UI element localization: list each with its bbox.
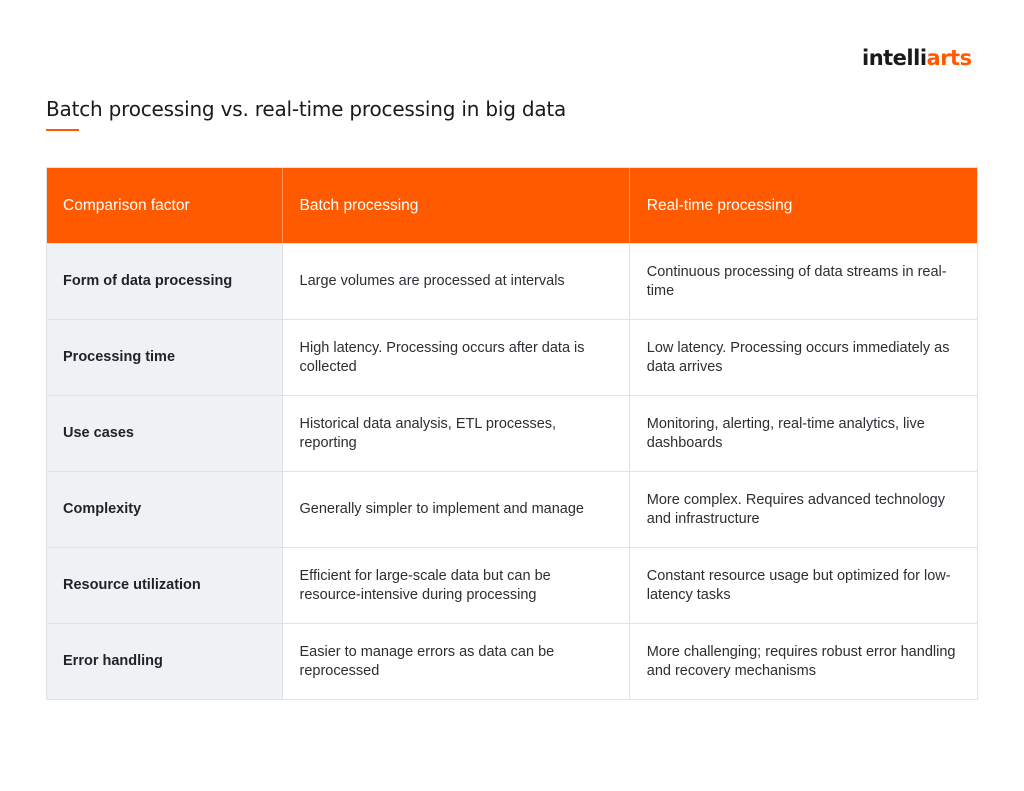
table-header-row: [47, 168, 977, 243]
factor-cell: Processing time: [47, 320, 282, 395]
realtime-cell: Monitoring, alerting, real-time analytics, live dashboards: [629, 396, 977, 471]
table-row: [47, 471, 977, 547]
table-row: [47, 547, 977, 623]
batch-cell: High latency. Processing occurs after data is collected: [282, 320, 629, 395]
table-row: [47, 243, 977, 319]
factor-cell: Complexity: [47, 472, 282, 547]
header-cell-factor: Comparison factor: [63, 197, 190, 214]
realtime-cell: More complex. Requires advanced technology and infrastructure: [629, 472, 977, 547]
table-row: [47, 623, 977, 699]
logo-text-part1: intelli: [862, 46, 927, 70]
batch-cell: Easier to manage errors as data can be reprocessed: [282, 624, 629, 699]
factor-cell: Form of data processing: [47, 244, 282, 319]
header-cell-realtime: Real-time processing: [629, 168, 977, 243]
factor-cell: Resource utilization: [47, 548, 282, 623]
header-cell-batch: Batch processing: [282, 168, 629, 243]
batch-cell: Historical data analysis, ETL processes, reporting: [282, 396, 629, 471]
page-title: Batch processing vs. real-time processing in big data: [46, 97, 567, 121]
realtime-cell: Constant resource usage but optimized for low-latency tasks: [629, 548, 977, 623]
realtime-cell: More challenging; requires robust error handling and recovery mechanisms: [629, 624, 977, 699]
realtime-cell: Continuous processing of data streams in real-time: [629, 244, 977, 319]
brand-logo: [862, 44, 980, 72]
factor-cell: Error handling: [47, 624, 282, 699]
comparison-table: [46, 167, 978, 700]
factor-cell: Use cases: [47, 396, 282, 471]
title-underline: [46, 129, 79, 131]
table-row: [47, 395, 977, 471]
realtime-cell: Low latency. Processing occurs immediately as data arrives: [629, 320, 977, 395]
batch-cell: Generally simpler to implement and manage: [282, 472, 629, 547]
batch-cell: Large volumes are processed at intervals: [282, 244, 629, 319]
table-row: [47, 319, 977, 395]
logo-text-part2: arts: [926, 46, 972, 70]
batch-cell: Efficient for large-scale data but can be resource-intensive during processing: [282, 548, 629, 623]
